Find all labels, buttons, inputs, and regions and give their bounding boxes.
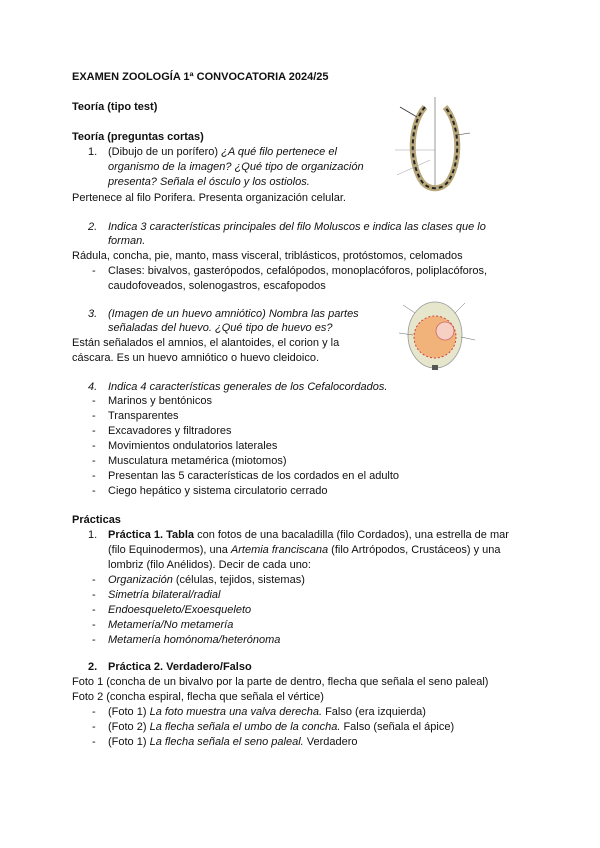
text-segment: señaladas del huevo. ¿Qué tipo de huevo es? [108, 322, 333, 334]
amniotic-egg-drawing [395, 295, 480, 375]
text-segment: Verdadero [303, 736, 358, 748]
list-bullet: - [92, 440, 96, 452]
text-line [72, 690, 324, 704]
text-segment: (células, tejidos, sistemas) [172, 574, 305, 586]
text-line [108, 234, 145, 248]
text-line [92, 484, 328, 498]
list-number: 3. [88, 308, 98, 320]
text-segment: Pertenece al filo Porifera. Presenta organización celular. [72, 192, 346, 204]
text-line [72, 351, 319, 365]
text-line [92, 705, 426, 719]
list-bullet: - [92, 425, 96, 437]
list-number: 1. [88, 529, 98, 541]
text-line [92, 735, 358, 749]
text-segment: Metamería/No metamería [108, 619, 234, 631]
text-segment: con fotos de una bacaladilla (filo Cordados), una estrella de mar [194, 529, 509, 541]
list-number: 2. [88, 221, 98, 233]
text-line [88, 145, 337, 159]
list-bullet: - [92, 410, 96, 422]
text-line [88, 220, 486, 234]
text-line [72, 249, 463, 263]
text-line [88, 380, 388, 394]
text-line [72, 336, 339, 350]
text-segment: (filo Equinodermos), una [108, 544, 231, 556]
list-bullet: - [92, 619, 96, 631]
text-segment: Organización [108, 574, 173, 586]
text-line [108, 558, 311, 572]
text-line [108, 321, 332, 335]
text-segment: (Foto 2) [108, 721, 150, 733]
text-line [72, 191, 346, 205]
list-number: 4. [88, 381, 98, 393]
list-bullet: - [92, 485, 96, 497]
text-segment: lombriz (filo Anélidos). Decir de cada uno: [108, 559, 311, 571]
text-segment: Musculatura metamérica (miotomos) [108, 455, 287, 467]
text-segment: Teoría (tipo test) [72, 101, 158, 113]
list-bullet: - [92, 265, 96, 277]
text-segment: Teoría (preguntas cortas) [72, 131, 204, 143]
list-bullet: - [92, 736, 96, 748]
list-bullet: - [92, 634, 96, 646]
text-line [92, 454, 287, 468]
text-line [92, 439, 278, 453]
text-segment: presenta? Señala el ósculo y los ostiolos. [108, 176, 310, 188]
text-segment: Artemia franciscana [230, 544, 329, 556]
text-segment: La flecha señala el umbo de la concha. [149, 721, 341, 733]
list-bullet: - [92, 455, 96, 467]
text-line [108, 279, 326, 293]
porifera-drawing [395, 95, 480, 195]
text-segment: Foto 1 (concha de un bivalvo por la parte de dentro, flecha que señala el seno paleal) [72, 676, 489, 688]
text-line [108, 543, 501, 557]
text-segment: Presentan las 5 características de los cordados en el adulto [108, 470, 400, 482]
list-number: 2. [88, 661, 98, 673]
document-title [72, 70, 329, 84]
text-line [92, 603, 252, 617]
text-segment: Ciego hepático y sistema circulatorio cerrado [108, 485, 328, 497]
list-bullet: - [92, 721, 96, 733]
text-line [92, 409, 179, 423]
section-heading [72, 100, 157, 114]
text-segment: (Dibujo de un porífero) [108, 146, 222, 158]
text-line [72, 675, 488, 689]
text-line [88, 660, 252, 674]
text-segment: Endoesqueleto/Exoesqueleto [108, 604, 252, 616]
list-bullet: - [92, 589, 96, 601]
text-segment: ¿A qué filo pertenece el [221, 146, 337, 158]
text-segment: Falso (señala el ápice) [340, 721, 455, 733]
text-segment: Falso (era izquierda) [322, 706, 426, 718]
text-segment: Excavadores y filtradores [108, 425, 232, 437]
text-segment: Práctica 2. Verdadero/Falso [108, 661, 252, 673]
text-segment: (Imagen de un huevo amniótico) Nombra las partes [108, 308, 359, 320]
text-segment: Rádula, concha, pie, manto, mass visceral, triblásticos, protóstomos, celomados [72, 250, 463, 262]
text-line [92, 633, 281, 647]
text-segment: Transparentes [108, 410, 179, 422]
text-segment: Simetría bilateral/radial [108, 589, 221, 601]
text-line [88, 528, 509, 542]
section-heading [72, 513, 121, 527]
text-line [92, 424, 232, 438]
text-segment: forman. [108, 235, 146, 247]
text-line [92, 573, 305, 587]
text-segment: La flecha señala el seno paleal. [149, 736, 304, 748]
text-segment: Práctica 1. Tabla [108, 529, 195, 541]
text-line [92, 588, 221, 602]
section-heading [72, 130, 204, 144]
list-bullet: - [92, 706, 96, 718]
text-line [92, 394, 212, 408]
text-segment: cáscara. Es un huevo amniótico o huevo cleidoico. [72, 352, 320, 364]
text-line [92, 469, 400, 483]
text-segment: EXAMEN ZOOLOGÍA 1ª CONVOCATORIA 2024/25 [72, 71, 329, 83]
text-segment: organismo de la imagen? ¿Qué tipo de organización [108, 161, 364, 173]
text-segment: Metamería homónoma/heterónoma [108, 634, 281, 646]
text-line [88, 307, 359, 321]
list-bullet: - [92, 604, 96, 616]
text-segment: Indica 3 características principales del filo Moluscos e indica las clases que lo [108, 221, 486, 233]
text-segment: Están señalados el amnios, el alantoides, el corion y la [72, 337, 340, 349]
text-line [108, 175, 310, 189]
text-segment: Movimientos ondulatorios laterales [108, 440, 278, 452]
list-bullet: - [92, 574, 96, 586]
list-bullet: - [92, 395, 96, 407]
text-line [92, 720, 455, 734]
text-segment: Prácticas [72, 514, 121, 526]
text-segment: caudofoveados, solenogastros, escafopodos [108, 280, 326, 292]
list-bullet: - [92, 470, 96, 482]
text-segment: La foto muestra una valva derecha. [149, 706, 323, 718]
text-segment: Indica 4 características generales de los Cefalocordados. [108, 381, 388, 393]
text-segment: Marinos y bentónicos [108, 395, 212, 407]
text-line [92, 264, 488, 278]
text-segment: Clases: bivalvos, gasterópodos, cefalópodos, monoplacóforos, poliplacóforos, [108, 265, 488, 277]
text-segment: (Foto 1) [108, 706, 150, 718]
text-segment: (filo Artrópodos, Crustáceos) y una [328, 544, 501, 556]
text-line [108, 160, 364, 174]
text-segment: Foto 2 (concha espiral, flecha que señala el vértice) [72, 691, 324, 703]
text-segment: (Foto 1) [108, 736, 150, 748]
text-line [92, 618, 234, 632]
list-number: 1. [88, 146, 98, 158]
